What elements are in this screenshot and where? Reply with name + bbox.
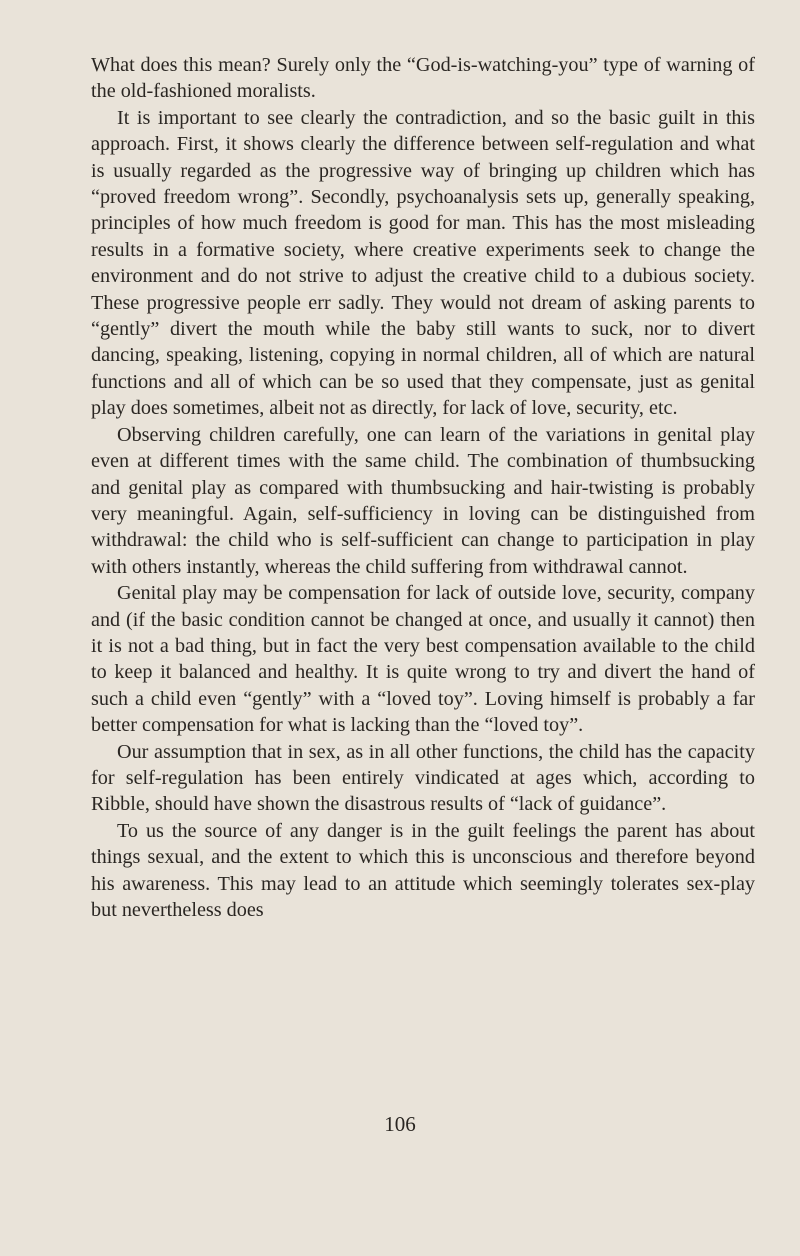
- paragraph-6: To us the source of any danger is in the guilt feelings the parent has about things sexual, and the extent to which this is unconscious and therefore beyond his awareness. This may lead to an attitude which seemingly tolerates sex-play but nevertheless does: [91, 819, 755, 921]
- paragraph-3: Observing children carefully, one can learn of the variations in genital play even at different times with the same child. The combination of thumbsucking and genital play as compared with thumbsucking and hair-twisting is probably very meaningful. Again, self-sufficiency in loving can be distinguished from withdrawal: the child who is self-sufficient can change to participation in play with others instantly, whereas the child suffering from withdrawal cannot.: [91, 423, 755, 578]
- paragraph-4: Genital play may be compensation for lack of outside love, security, company and (if the basic condition cannot be changed at once, and usually it cannot) then it is not a bad thing, but in fact the very best compensation available to the child to keep it balanced and healthy. It is quite wrong to try and divert the hand of such a child even “gently” with a “loved toy”. Loving himself is probably a far better compensation for what is lacking than the “loved toy”.: [91, 582, 755, 737]
- body-text: [91, 52, 755, 923]
- paragraph-2: It is important to see clearly the contradiction, and so the basic guilt in this approach. First, it shows clearly the difference between self-regulation and what is usually regarded as the progressive way of bringing up children which has “proved freedom wrong”. Secondly, psychoanalysis sets up, generally speaking, principles of how much freedom is good for man. This has the most misleading results in a formative society, where creative experiments seek to change the environment and do not strive to adjust the creative child to a dubious society. These progressive people err sadly. They would not dream of asking parents to “gently” divert the mouth while the baby still wants to suck, nor to divert dancing, speaking, listening, copying in normal children, all of which are natural functions and all of which can be so used that they compensate, just as genital play does sometimes, albeit not as directly, for lack of love, security, etc.: [91, 106, 755, 420]
- page-number: 106: [384, 1112, 416, 1136]
- paragraph-1: What does this mean? Surely only the “God-is-watching-you” type of warning of the old-fashioned moralists.: [91, 54, 755, 103]
- paragraph-5: Our assumption that in sex, as in all other functions, the child has the capacity for self-regulation has been entirely vindicated at ages which, according to Ribble, should have shown the disastrous results of “lack of guidance”.: [91, 740, 755, 816]
